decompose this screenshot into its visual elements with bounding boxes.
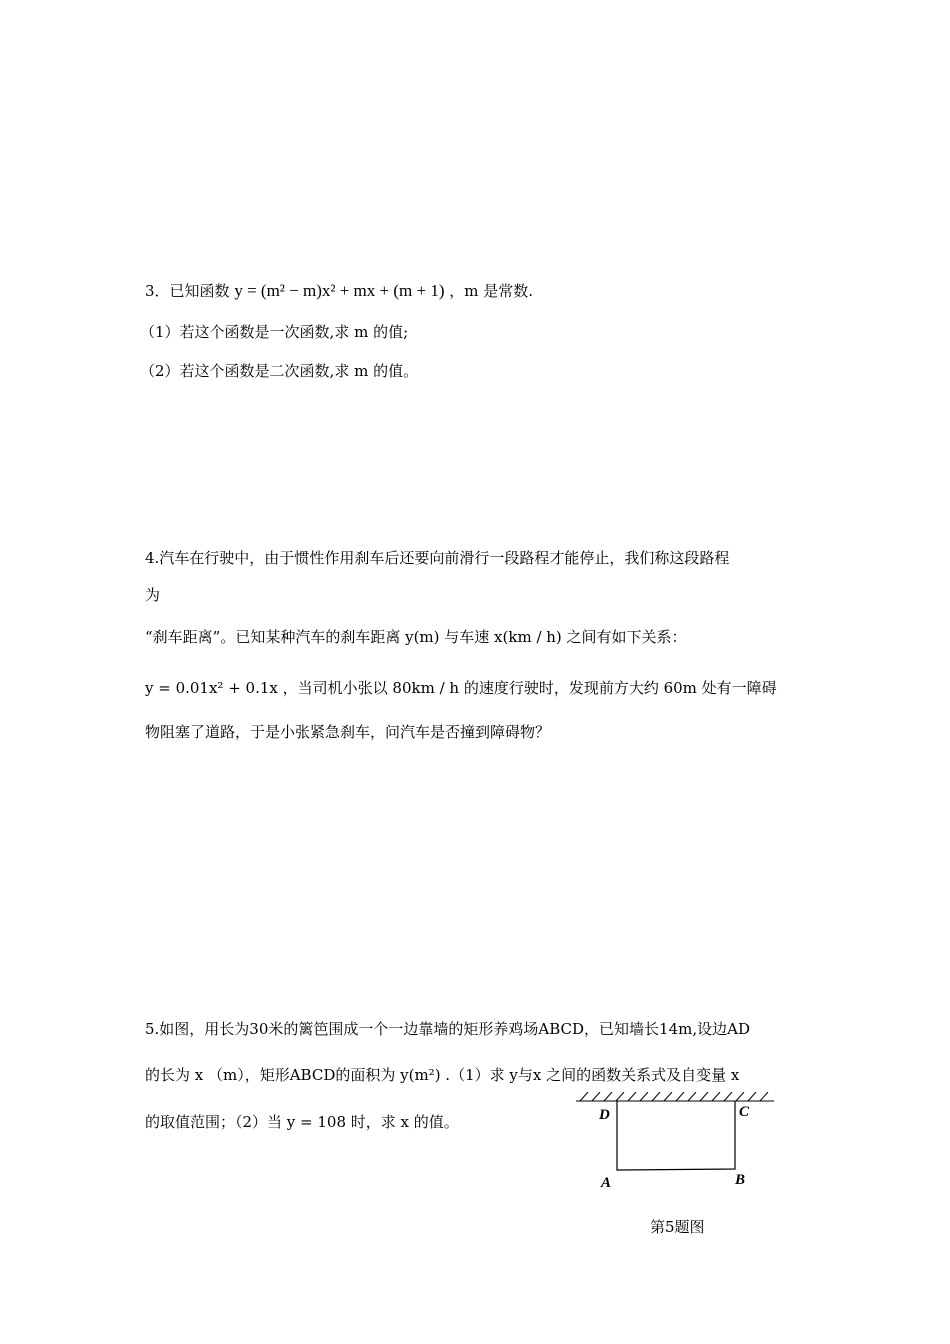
q4-line3: “刹车距离”。已知某种汽车的刹车距离 y(m) 与车速 x(km / h) 之间有如下关系： [145,628,687,646]
q4-line4: y = 0.01x² + 0.1x ，当司机小张以 80km / h 的速度行驶时，发现前方大约 60m 处有一障碍 [145,679,777,697]
q3-stem [145,281,533,301]
figure-caption: 第5题图 [650,1218,705,1236]
wall-hatching [576,1092,774,1101]
q4-line5: 物阻塞了道路，于是小张紧急刹车，问汽车是否撞到障碍物？ [145,723,551,741]
chicken-farm-diagram [570,1092,790,1197]
fence-rectangle [617,1101,735,1170]
label-B: B [735,1172,746,1188]
q3-part1: （1）若这个函数是一次函数,求 m 的值; [140,323,409,341]
q5-line1: 5.如图，用长为30米的篱笆围成一个一边靠墙的矩形养鸡场ABCD，已知墙长14m,设边AD [145,1020,750,1038]
label-C: C [739,1104,750,1120]
q5-line2: 的长为 x （m），矩形ABCD的面积为 y(m²) .（1）求 y与x 之间的函数关系式及自变量 x [145,1066,740,1084]
q5-line3: 的取值范围；（2）当 y = 108 时，求 x 的值。 [145,1113,459,1131]
q3-tail: ，m 是常数. [449,282,534,300]
q4-line1: 4.汽车在行驶中，由于惯性作用刹车后还要向前滑行一段路程才能停止，我们称这段路程 [145,549,730,567]
label-A: A [601,1175,612,1191]
label-D: D [599,1107,610,1123]
q3-part2: （2）若这个函数是二次函数,求 m 的值。 [140,362,419,380]
q4-line2: 为 [145,586,161,604]
q3-number: 3．已知函数 [145,282,230,300]
q3-formula: y = (m² − m)x² + mx + (m + 1) [234,281,445,300]
